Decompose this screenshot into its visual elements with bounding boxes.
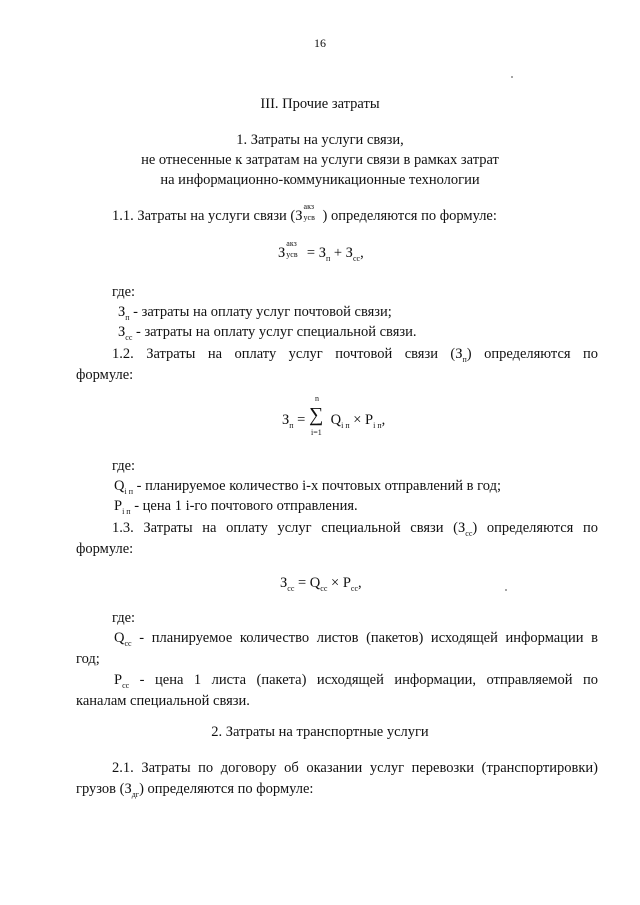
subsection-title-line1: 1. Затраты на услуги связи, [236, 132, 404, 148]
page-number: 16 [314, 36, 326, 50]
subsection-title-line3: на информационно-коммуникационные технологии [160, 172, 480, 188]
paragraph-2-1-line1: 2.1. Затраты по договору об оказании услуг перевозки (транспортировки) [112, 760, 598, 776]
definition-special-price-line1: $P_{сс}$ - цена 1 листа (пакета) исходящей информации, отправляемой по [114, 672, 598, 690]
section-title: III. Прочие затраты [260, 96, 380, 112]
where-label-2: где: [112, 458, 136, 474]
definition-special-quantity-line1: $Q_{сс}$ - планируемое количество листов (пакетов) исходящей информации в [114, 630, 598, 648]
scan-speck [505, 589, 507, 591]
paragraph-2-1-line2: грузов $(З_{дг})$ определяются по формуле: [76, 781, 314, 799]
subsection-2-title: 2. Затраты на транспортные услуги [211, 724, 429, 740]
definition-postal-costs: $З_п$ - затраты на оплату услуг почтовой связи; [118, 304, 392, 322]
paragraph-1-3-line2: формуле: [76, 541, 134, 557]
where-label-3: где: [112, 610, 136, 626]
scan-speck [511, 76, 513, 78]
formula-postal-costs: $З_п$ = n ∑ i=1 $Q_{i п} \times P_{i п}$, [282, 394, 386, 437]
where-label-1: где: [112, 284, 136, 300]
sum-operator: n ∑ i=1 [308, 394, 324, 437]
formula-special-costs: $З_{сс} = Q_{сс} \times P_{сс}$, [280, 575, 362, 593]
subsection-title-line2: не отнесенные к затратам на услуги связи в рамках затрат [141, 152, 499, 168]
paragraph-1-3-line1: 1.3. Затраты на оплату услуг специальной связи $(З_{сс})$ определяются по [112, 520, 599, 538]
definition-special-costs: $З_{сс}$ - затраты на оплату услуг специальной связи. [118, 324, 417, 342]
definition-special-quantity-line2: год; [76, 651, 100, 667]
formula-total-communication: З акз усв = $З_п + З_{сс}$, [278, 239, 364, 263]
definition-postal-price: $P_{i п}$ - цена 1 i-го почтового отправления. [114, 498, 358, 516]
paragraph-1-2-line2: формуле: [76, 367, 134, 383]
paragraph-1-2-line1: 1.2. Затраты на оплату услуг почтовой связи $(З_п)$ определяются по [112, 346, 599, 364]
paragraph-1-1: 1.1. Затраты на услуги связи (З акз усв ) определяются по формуле: [112, 202, 497, 224]
definition-special-price-line2: каналам специальной связи. [76, 693, 250, 709]
definition-postal-quantity: $Q_{i п}$ - планируемое количество i-х почтовых отправлений в год; [114, 478, 501, 496]
